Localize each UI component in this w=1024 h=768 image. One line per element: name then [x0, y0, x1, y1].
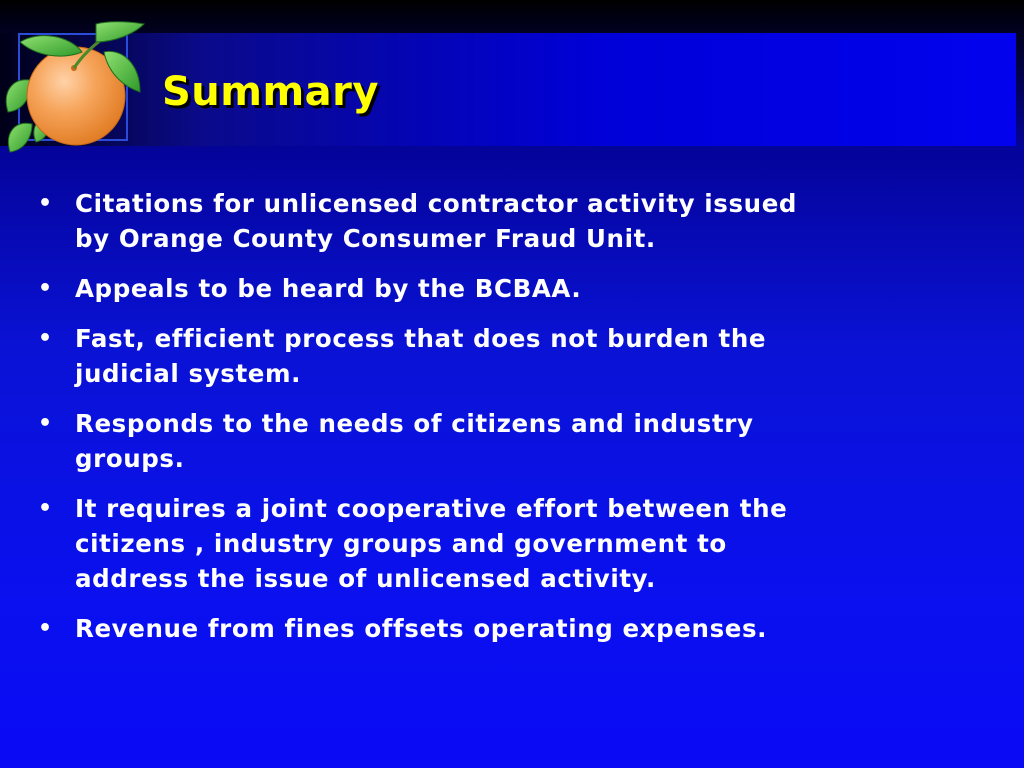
bullet-line: Revenue from fines offsets operating expenses. [75, 614, 768, 643]
bullet-line: Responds to the needs of citizens and industry [75, 409, 754, 438]
bullet-dot: • [38, 191, 53, 216]
bullet-line: Fast, efficient process that does not burden the [75, 324, 767, 353]
bullet-item [38, 491, 918, 596]
orange-fruit-icon [0, 20, 150, 160]
bullet-line: groups. [75, 444, 185, 473]
bullet-dot: • [38, 326, 53, 351]
bullet-list [38, 186, 918, 661]
bullet-dot: • [38, 496, 53, 521]
bullet-line: Citations for unlicensed contractor activity issued [75, 189, 798, 218]
bullet-dot: • [38, 276, 53, 301]
bullet-line: address the issue of unlicensed activity. [75, 564, 656, 593]
bullet-item [38, 406, 918, 476]
bullet-item [38, 321, 918, 391]
title-band [0, 33, 1016, 146]
bullet-line: by Orange County Consumer Fraud Unit. [75, 224, 656, 253]
bullet-item [38, 186, 918, 256]
bullet-item [38, 611, 918, 646]
bullet-line: It requires a joint cooperative effort between the [75, 494, 788, 523]
slide-title: Summary [162, 69, 379, 115]
bullet-line: Appeals to be heard by the BCBAA. [75, 274, 582, 303]
bullet-dot: • [38, 411, 53, 436]
bullet-dot: • [38, 616, 53, 641]
bullet-item [38, 271, 918, 306]
bullet-line: judicial system. [75, 359, 302, 388]
bullet-line: citizens , industry groups and government to [75, 529, 727, 558]
